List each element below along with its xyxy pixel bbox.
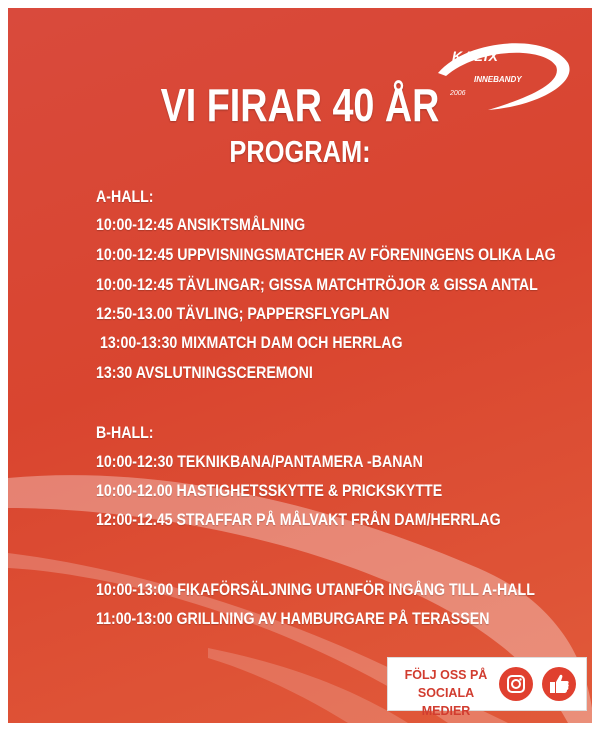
thumbs-up-icon bbox=[542, 667, 576, 701]
social-line-1: FÖLJ OSS PÅ bbox=[404, 668, 488, 682]
schedule-item: 10:00-12:30 TEKNIKBANA/PANTAMERA -BANAN bbox=[96, 453, 423, 471]
schedule-item: 13:30 AVSLUTNINGSCEREMONI bbox=[96, 364, 313, 382]
schedule-item: 12:50-13.00 TÄVLING; PAPPERSFLYGPLAN bbox=[96, 305, 390, 323]
schedule-item: 10:00-12:45 ANSIKTSMÅLNING bbox=[96, 216, 306, 234]
schedule-item: 13:00-13:30 MIXMATCH DAM OCH HERRLAG bbox=[100, 334, 403, 352]
a-hall-heading: A-HALL: bbox=[96, 188, 154, 206]
page-title: VI FIRAR 40 ÅR bbox=[160, 79, 440, 131]
instagram-glyph-icon bbox=[499, 667, 533, 701]
schedule-item: 10:00-13:00 FIKAFÖRSÄLJNING UTANFÖR INGÅNG TILL A-HALL bbox=[96, 581, 535, 599]
schedule-item: 10:00-12:45 UPPVISNINGSMATCHER AV FÖRENINGENS OLIKA LAG bbox=[96, 246, 556, 264]
logo-year: 2006 bbox=[450, 90, 466, 97]
social-text bbox=[398, 666, 494, 720]
schedule-item: 11:00-13:00 GRILLNING AV HAMBURGARE PÅ TERASSEN bbox=[96, 610, 490, 628]
b-hall-heading: B-HALL: bbox=[96, 424, 154, 442]
logo-name: KALIX bbox=[452, 48, 499, 64]
schedule-item: 10:00-12:45 TÄVLINGAR; GISSA MATCHTRÖJOR & GISSA ANTAL bbox=[96, 276, 538, 294]
logo-sub: INNEBANDY bbox=[474, 75, 522, 84]
schedule-item: 10:00-12.00 HASTIGHETSSKYTTE & PRICKSKYTTE bbox=[96, 482, 443, 500]
social-line-2: SOCIALA MEDIER bbox=[417, 686, 475, 718]
facebook-like-icon[interactable] bbox=[542, 667, 576, 701]
instagram-icon[interactable] bbox=[499, 667, 533, 701]
social-media-box bbox=[387, 657, 587, 718]
page-subtitle: PROGRAM: bbox=[229, 134, 371, 169]
schedule-item: 12:00-12.45 STRAFFAR PÅ MÅLVAKT FRÅN DAM/HERRLAG bbox=[96, 511, 501, 529]
